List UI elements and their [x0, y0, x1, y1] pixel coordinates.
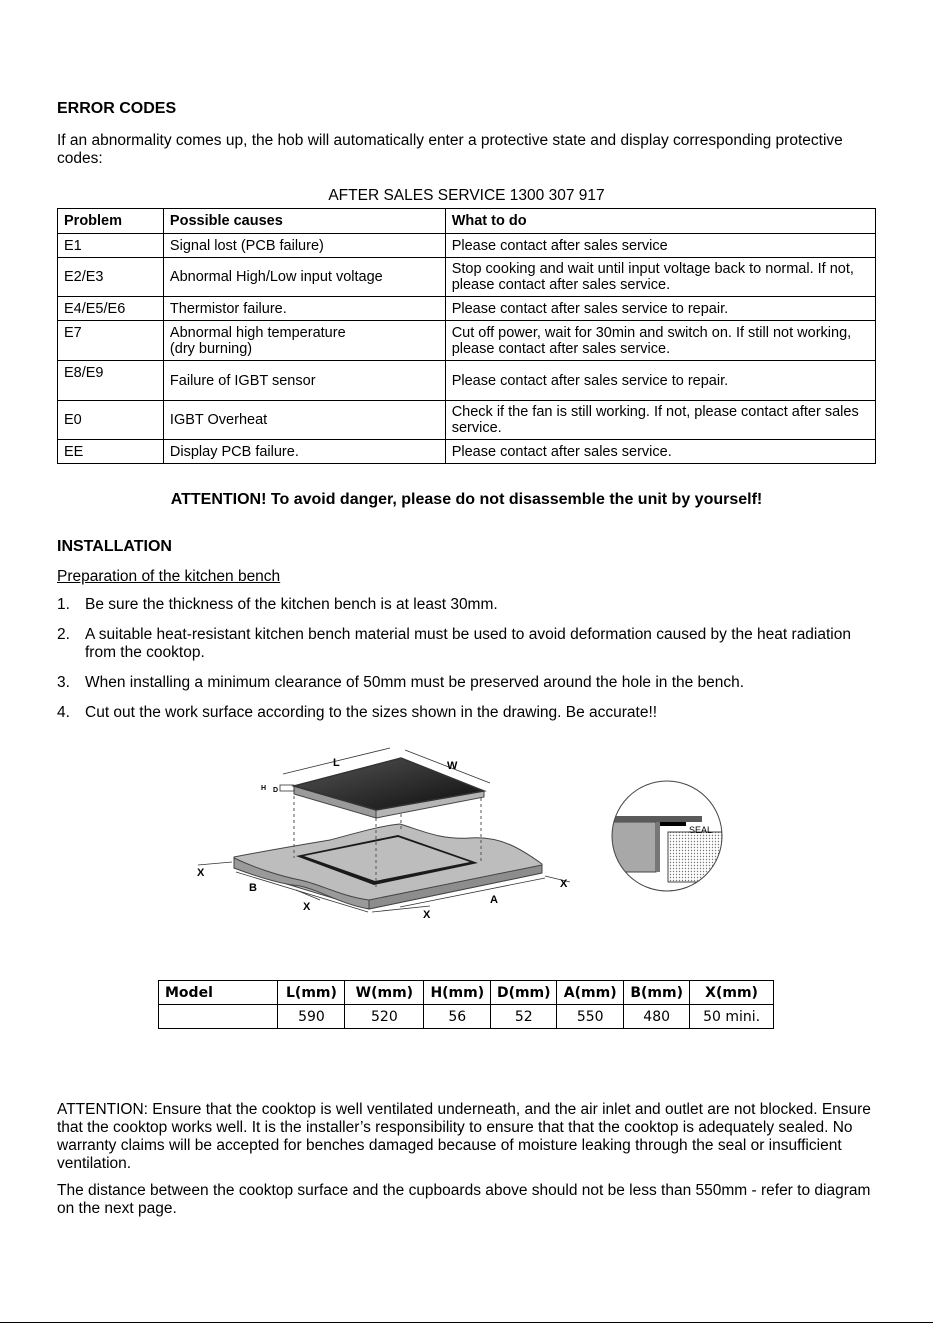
cell-d: 52	[491, 1005, 557, 1029]
ventilation-note: ATTENTION: Ensure that the cooktop is well ventilated underneath, and the air inlet and outlet are not blocked. Ensure that the cooktop works well. It is the installer’s responsibility to ensure that that the cooktop is adequately sealed. No warranty claims will be accepted for benches damaged because of moisture leaking through the seal or insufficient ventilation.	[57, 1101, 871, 1172]
error-action: Stop cooking and wait until input voltage back to normal. If not, please contact after sales service.	[445, 258, 875, 297]
error-cause: Thermistor failure.	[163, 297, 445, 321]
error-cause: Abnormal high temperature (dry burning)	[163, 321, 445, 361]
cell-model	[159, 1005, 278, 1029]
error-action: Cut off power, wait for 30min and switch on. If still not working, please contact after sales service.	[445, 321, 875, 361]
seal-detail	[600, 780, 740, 900]
installation-title: INSTALLATION	[57, 538, 172, 555]
cell-a: 550	[557, 1005, 624, 1029]
header-l: L(mm)	[278, 981, 345, 1005]
header-d: D(mm)	[491, 981, 557, 1005]
step-text: Be sure the thickness of the kitchen bench is at least 30mm.	[85, 596, 498, 613]
table-header-row	[159, 981, 774, 1005]
error-cause: IGBT Overheat	[163, 401, 445, 440]
cell-x: 50 mini.	[690, 1005, 774, 1029]
error-code: EE	[58, 440, 164, 464]
step-text: A suitable heat-resistant kitchen bench material must be used to avoid deformation caused by the heat radiation from the cooktop.	[85, 626, 851, 661]
cell-h: 56	[424, 1005, 491, 1029]
header-possible-causes: Possible causes	[163, 209, 445, 234]
header-w: W(mm)	[345, 981, 424, 1005]
step-number: 4.	[57, 704, 70, 721]
error-cause: Signal lost (PCB failure)	[163, 234, 445, 258]
error-code: E7	[58, 321, 164, 361]
header-h: H(mm)	[424, 981, 491, 1005]
cell-l: 590	[278, 1005, 345, 1029]
seal-label: SEAL	[689, 825, 713, 835]
distance-note: The distance between the cooktop surface and the cupboards above should not be less than 550mm - refer to diagram on the next page.	[57, 1182, 871, 1217]
label-L: L	[333, 757, 340, 769]
step-number: 2.	[57, 626, 70, 643]
error-codes-title: ERROR CODES	[57, 100, 177, 117]
installation-subtitle: Preparation of the kitchen bench	[57, 568, 281, 585]
error-action: Please contact after sales service.	[445, 440, 875, 464]
cell-b: 480	[624, 1005, 690, 1029]
label-X-bottom-left: X	[303, 901, 311, 913]
error-cause: Failure of IGBT sensor	[163, 361, 445, 401]
attention-warning: ATTENTION! To avoid danger, please do not disassemble the unit by yourself!	[170, 491, 763, 508]
header-b: B(mm)	[624, 981, 690, 1005]
error-code: E4/E5/E6	[58, 297, 164, 321]
label-X-bottom: X	[423, 909, 431, 921]
model-dimensions-table	[158, 980, 774, 1029]
step-text: When installing a minimum clearance of 50mm must be preserved around the hole in the bench.	[85, 674, 745, 691]
error-cause: Display PCB failure.	[163, 440, 445, 464]
step-number: 3.	[57, 674, 70, 691]
service-phone-line: AFTER SALES SERVICE 1300 307 917	[328, 187, 605, 204]
header-problem: Problem	[58, 209, 164, 234]
step-text: Cut out the work surface according to the sizes shown in the drawing. Be accurate!!	[85, 704, 658, 721]
table-row	[159, 1005, 774, 1029]
label-A: A	[490, 894, 498, 906]
label-B: B	[249, 882, 257, 894]
label-D: D	[273, 787, 279, 794]
error-code: E2/E3	[58, 258, 164, 297]
header-x: X(mm)	[690, 981, 774, 1005]
label-X-right: X	[560, 878, 568, 890]
error-action: Please contact after sales service	[445, 234, 875, 258]
error-action: Please contact after sales service to repair.	[445, 361, 875, 401]
error-action: Check if the fan is still working. If not, please contact after sales service.	[445, 401, 875, 440]
error-code: E0	[58, 401, 164, 440]
header-a: A(mm)	[557, 981, 624, 1005]
header-model: Model	[159, 981, 278, 1005]
label-H: H	[261, 785, 267, 792]
step-number: 1.	[57, 596, 70, 613]
cell-w: 520	[345, 1005, 424, 1029]
error-code: E8/E9	[58, 361, 164, 401]
error-action: Please contact after sales service to repair.	[445, 297, 875, 321]
error-cause: Abnormal High/Low input voltage	[163, 258, 445, 297]
error-code: E1	[58, 234, 164, 258]
label-X-left: X	[197, 867, 205, 879]
page-bottom-rule	[0, 1322, 933, 1323]
header-what-to-do: What to do	[445, 209, 875, 234]
error-codes-intro: If an abnormality comes up, the hob will automatically enter a protective state and display corresponding protective codes:	[57, 132, 843, 167]
label-W: W	[447, 760, 458, 772]
